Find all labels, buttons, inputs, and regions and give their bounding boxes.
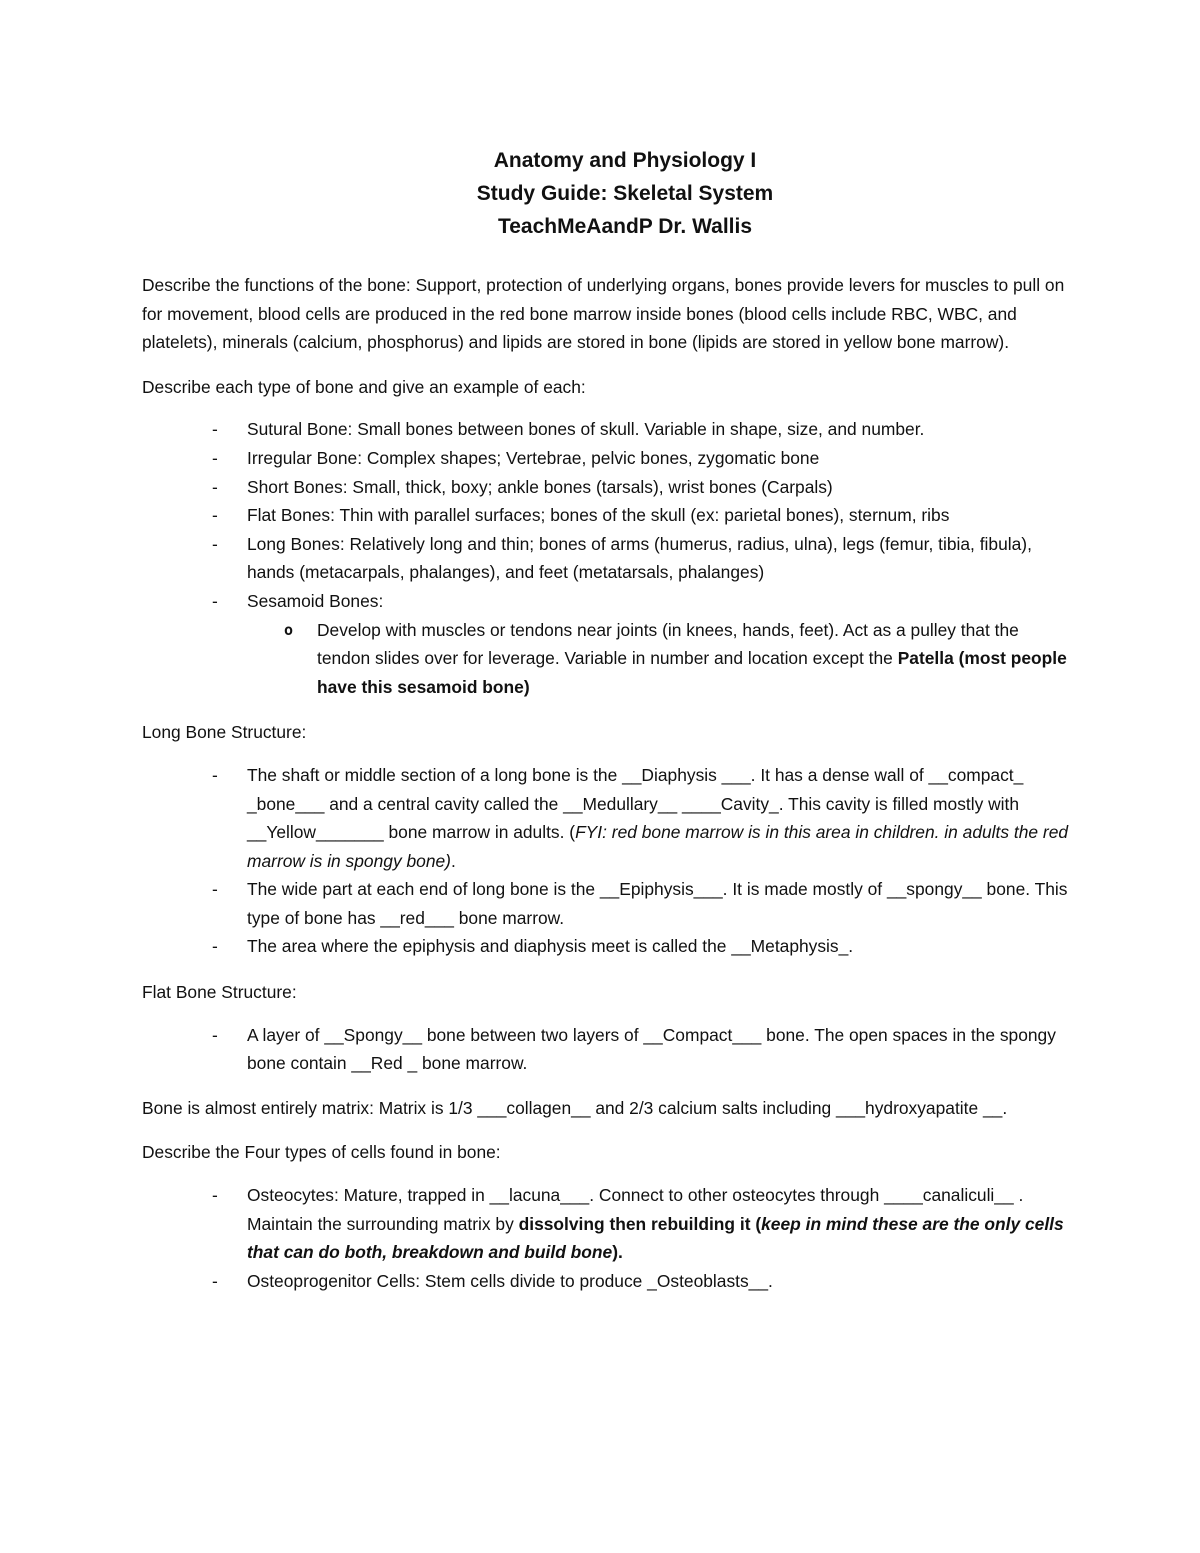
list-item: - A layer of __Spongy__ bone between two layers of __Compact___ bone. The open spaces in the spongy bone contain __Red _ bone marrow.	[142, 1021, 1072, 1078]
flat-bone-heading: Flat Bone Structure:	[142, 982, 297, 1003]
list-item: - Short Bones: Small, thick, boxy; ankle bones (tarsals), wrist bones (Carpals)	[142, 473, 1072, 502]
list-item	[142, 1181, 1072, 1267]
diaphysis-text: The shaft or middle section of a long bone is the __Diaphysis ___. It has a dense wall of __compact_ _bone___ and a central cavity called the __Medullary__ ____Cavity_. This cavity is filled mostly with __Yellow_______ bone marrow in adults. (	[247, 764, 1024, 843]
sesamoid-sublist	[247, 616, 1072, 702]
cells-list	[142, 1181, 1072, 1295]
fyi-note: FYI: red bone marrow is in this area in children. in adults the red marrow is in spongy bone)	[247, 822, 1069, 871]
list-item: - Sutural Bone: Small bones between bones of skull. Variable in shape, size, and number.	[142, 415, 1072, 444]
list-item: - Flat Bones: Thin with parallel surfaces; bones of the skull (ex: parietal bones), sternum, ribs	[142, 501, 1072, 530]
fyi-end: .	[450, 850, 456, 871]
bone-types-heading: Describe each type of bone and give an example of each:	[142, 376, 586, 397]
flat-bone-list	[142, 1021, 1072, 1078]
title-line-1: Anatomy and Physiology I	[493, 149, 757, 172]
osteocytes-bold-end: ).	[612, 1242, 623, 1263]
list-item	[142, 587, 1072, 701]
list-item: - The wide part at each end of long bone is the __Epiphysis___. It is made mostly of __spongy__ bone. This type of bone has __red___ bone marrow.	[142, 875, 1072, 932]
osteocytes-text: Osteocytes: Mature, trapped in __lacuna___. Connect to other osteocytes through ____canaliculi__ . Maintain the surrounding matrix by	[247, 1185, 1024, 1234]
list-item: - The area where the epiphysis and diaphysis meet is called the __Metaphysis_.	[142, 932, 1072, 961]
bone-types-list	[142, 415, 1072, 701]
cells-heading: Describe the Four types of cells found in bone:	[142, 1142, 501, 1163]
list-item	[142, 761, 1072, 875]
osteocytes-bold-italic: keep in mind these are the only cells that can do both, breakdown and build bone	[247, 1213, 1064, 1263]
sesamoid-description: Develop with muscles or tendons near joints (in knees, hands, feet). Act as a pulley that the tendon slides over for leverage. Variable in number and location except the	[317, 619, 1019, 669]
title-line-3: TeachMeAandP Dr. Wallis	[497, 215, 753, 238]
title-line-2: Study Guide: Skeletal System	[476, 182, 774, 205]
patella-note: Patella (most people have this sesamoid bone)	[317, 648, 1067, 697]
sesamoid-label: Sesamoid Bones:	[247, 590, 384, 611]
matrix-paragraph: Bone is almost entirely matrix: Matrix is 1/3 ___collagen__ and 2/3 calcium salts including ___hydroxyapatite __.	[142, 1097, 1008, 1118]
list-item: - Osteoprogenitor Cells: Stem cells divide to produce _Osteoblasts__.	[142, 1267, 1072, 1296]
document-title	[178, 144, 1072, 243]
long-bone-heading: Long Bone Structure:	[142, 722, 307, 743]
list-item: - Long Bones: Relatively long and thin; bones of arms (humerus, radius, ulna), legs (femur, tibia, fibula), hands (metacarpals, phalanges), and feet (metatarsals, phalanges)	[142, 530, 1072, 587]
document-content	[142, 144, 1072, 1295]
sub-list-item	[247, 616, 1072, 702]
long-bone-list	[142, 761, 1072, 961]
list-item: - Irregular Bone: Complex shapes; Vertebrae, pelvic bones, zygomatic bone	[142, 444, 1072, 473]
osteocytes-bold: dissolving then rebuilding it (	[518, 1213, 762, 1234]
functions-paragraph: Describe the functions of the bone: Support, protection of underlying organs, bones provide levers for muscles to pull on for movement, blood cells are produced in the red bone marrow inside bones (blood cells include RBC, WBC, and platelets), minerals (calcium, phosphorus) and lipids are stored in bone (lipids are stored in yellow bone marrow).	[142, 275, 1065, 353]
